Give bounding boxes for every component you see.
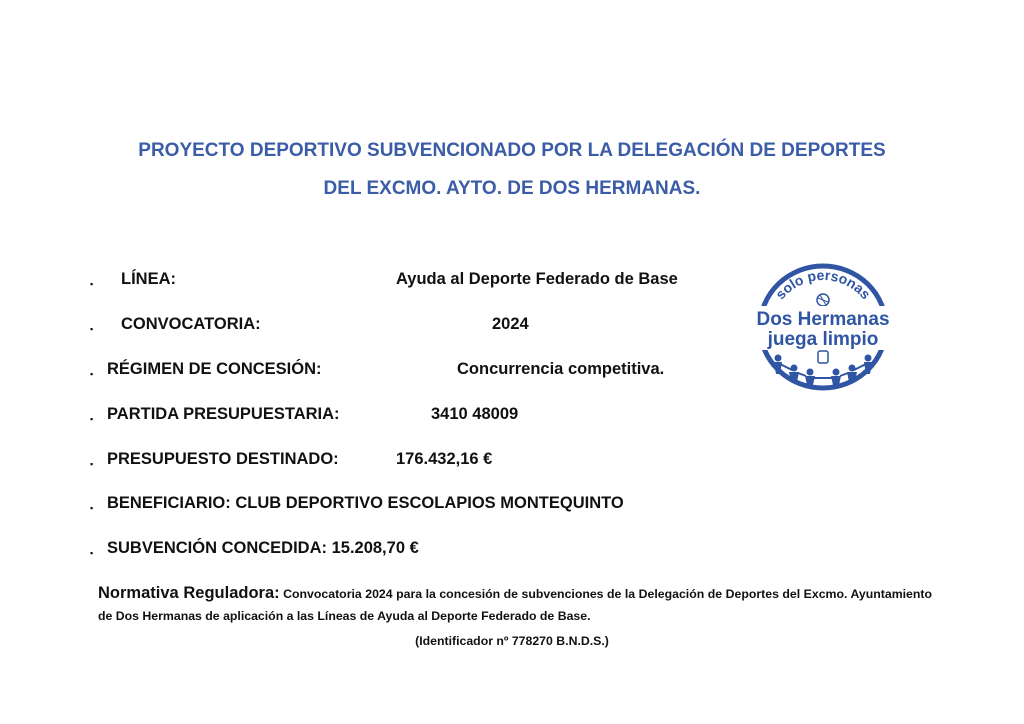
normativa-paragraph — [98, 582, 932, 627]
title-line-2: DEL EXCMO. AYTO. DE DOS HERMANAS. — [323, 178, 701, 199]
item-presupuesto-label: PRESUPUESTO DESTINADO: — [107, 450, 339, 468]
normativa-lead: Normativa Reguladora: — [98, 584, 280, 602]
bullet: ▪ — [90, 459, 94, 469]
item-beneficiario: BENEFICIARIO: CLUB DEPORTIVO ESCOLAPIOS MONTEQUINTO — [107, 494, 624, 512]
item-subvencion: SUBVENCIÓN CONCEDIDA: 15.208,70 € — [107, 539, 419, 557]
item-linea-value: Ayuda al Deporte Federado de Base — [396, 270, 678, 288]
item-regimen-label: RÉGIMEN DE CONCESIÓN: — [107, 360, 322, 378]
item-convocatoria-label: CONVOCATORIA: — [121, 315, 261, 333]
bullet: ▪ — [90, 279, 94, 289]
item-regimen-value: Concurrencia competitiva. — [457, 360, 665, 378]
title-line-1: PROYECTO DEPORTIVO SUBVENCIONADO POR LA DELEGACIÓN DE DEPORTES — [138, 140, 886, 161]
item-linea-label: LÍNEA: — [121, 270, 176, 288]
bullet: ▪ — [90, 548, 94, 558]
item-convocatoria-value: 2024 — [492, 315, 529, 333]
item-partida-value: 3410 48009 — [431, 405, 519, 423]
bullet: ▪ — [90, 503, 94, 513]
item-partida-label: PARTIDA PRESUPUESTARIA: — [107, 405, 340, 423]
bullet: ▪ — [90, 369, 94, 379]
logo-top-text: solo personas — [771, 266, 875, 303]
juega-limpio-logo — [744, 262, 902, 392]
item-presupuesto-value: 176.432,16 € — [396, 450, 493, 468]
logo-line-1: Dos Hermanas — [756, 309, 890, 330]
logo-line-2: juega limpio — [767, 329, 879, 350]
normativa-text: Convocatoria 2024 para la concesión de subvenciones de la Delegación de Deportes del Excmo. Ayuntamiento de Dos Hermanas de aplicación a las Líneas de Ayuda al Deporte Federado de Base. — [98, 587, 932, 623]
bullet: ▪ — [90, 324, 94, 334]
identificador: (Identificador nº 778270 B.N.D.S.) — [415, 634, 609, 648]
bullet: ▪ — [90, 414, 94, 424]
